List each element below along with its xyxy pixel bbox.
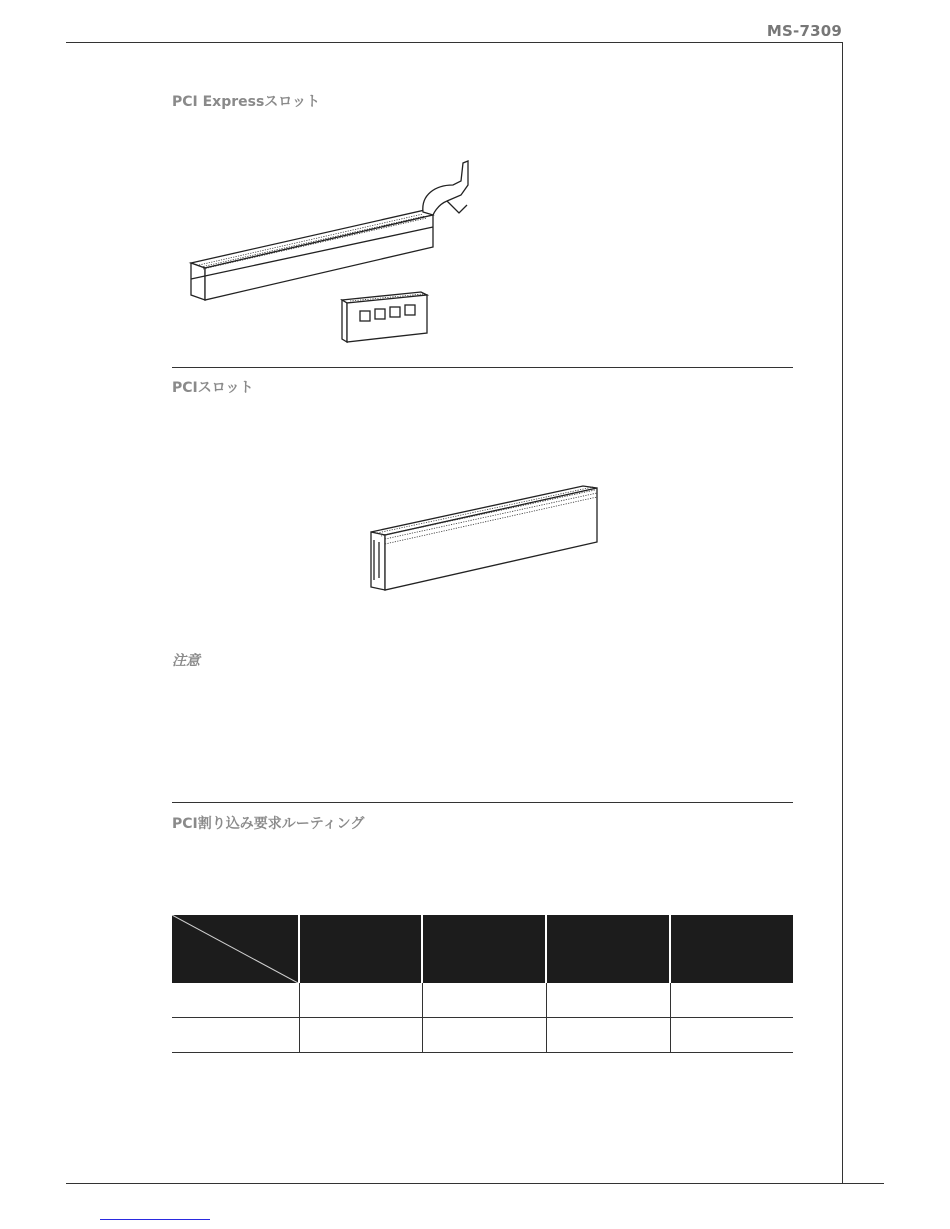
table-header-cell: [422, 915, 546, 983]
table-cell: [172, 983, 299, 1018]
table-cell: [299, 983, 422, 1018]
pci-slot-heading: PCIスロット: [172, 380, 254, 396]
page-edge-rule: [842, 42, 843, 1184]
table-cell: [546, 1018, 670, 1053]
table-row: [172, 1018, 793, 1053]
table-header-row: [172, 915, 793, 983]
pcie-slot-heading: PCI Expressスロット: [172, 94, 321, 110]
diagonal-divider: [172, 915, 298, 983]
table-row: [172, 983, 793, 1018]
table-cell: [299, 1018, 422, 1053]
model-number: MS-7309: [766, 22, 842, 40]
header-rule: [66, 42, 843, 43]
irq-routing-heading: PCI割り込み要求ルーティング: [172, 816, 365, 832]
table-cell: [546, 983, 670, 1018]
section-divider: [172, 367, 793, 368]
table-cell: [172, 1018, 299, 1053]
footer-rule: [66, 1183, 884, 1184]
table-cell: [422, 1018, 546, 1053]
pcie-latch: [423, 161, 468, 215]
table-header-corner: [172, 915, 299, 983]
pcie-x1-slot: [342, 292, 427, 342]
section-divider: [172, 802, 793, 803]
table-header-cell: [670, 915, 793, 983]
table-cell: [422, 983, 546, 1018]
footer-link-underline[interactable]: [100, 1219, 210, 1220]
pcie-slot-illustration: [185, 155, 485, 350]
pci-slot-illustration: [365, 480, 605, 595]
table-cell: [670, 983, 793, 1018]
pcie-x16-slot: [191, 210, 433, 300]
pci-slot-body: [371, 486, 597, 590]
table-header-cell: [546, 915, 670, 983]
irq-routing-table: [172, 915, 793, 1053]
table-cell: [670, 1018, 793, 1053]
note-heading: 注意: [172, 653, 200, 669]
table-header-cell: [299, 915, 422, 983]
